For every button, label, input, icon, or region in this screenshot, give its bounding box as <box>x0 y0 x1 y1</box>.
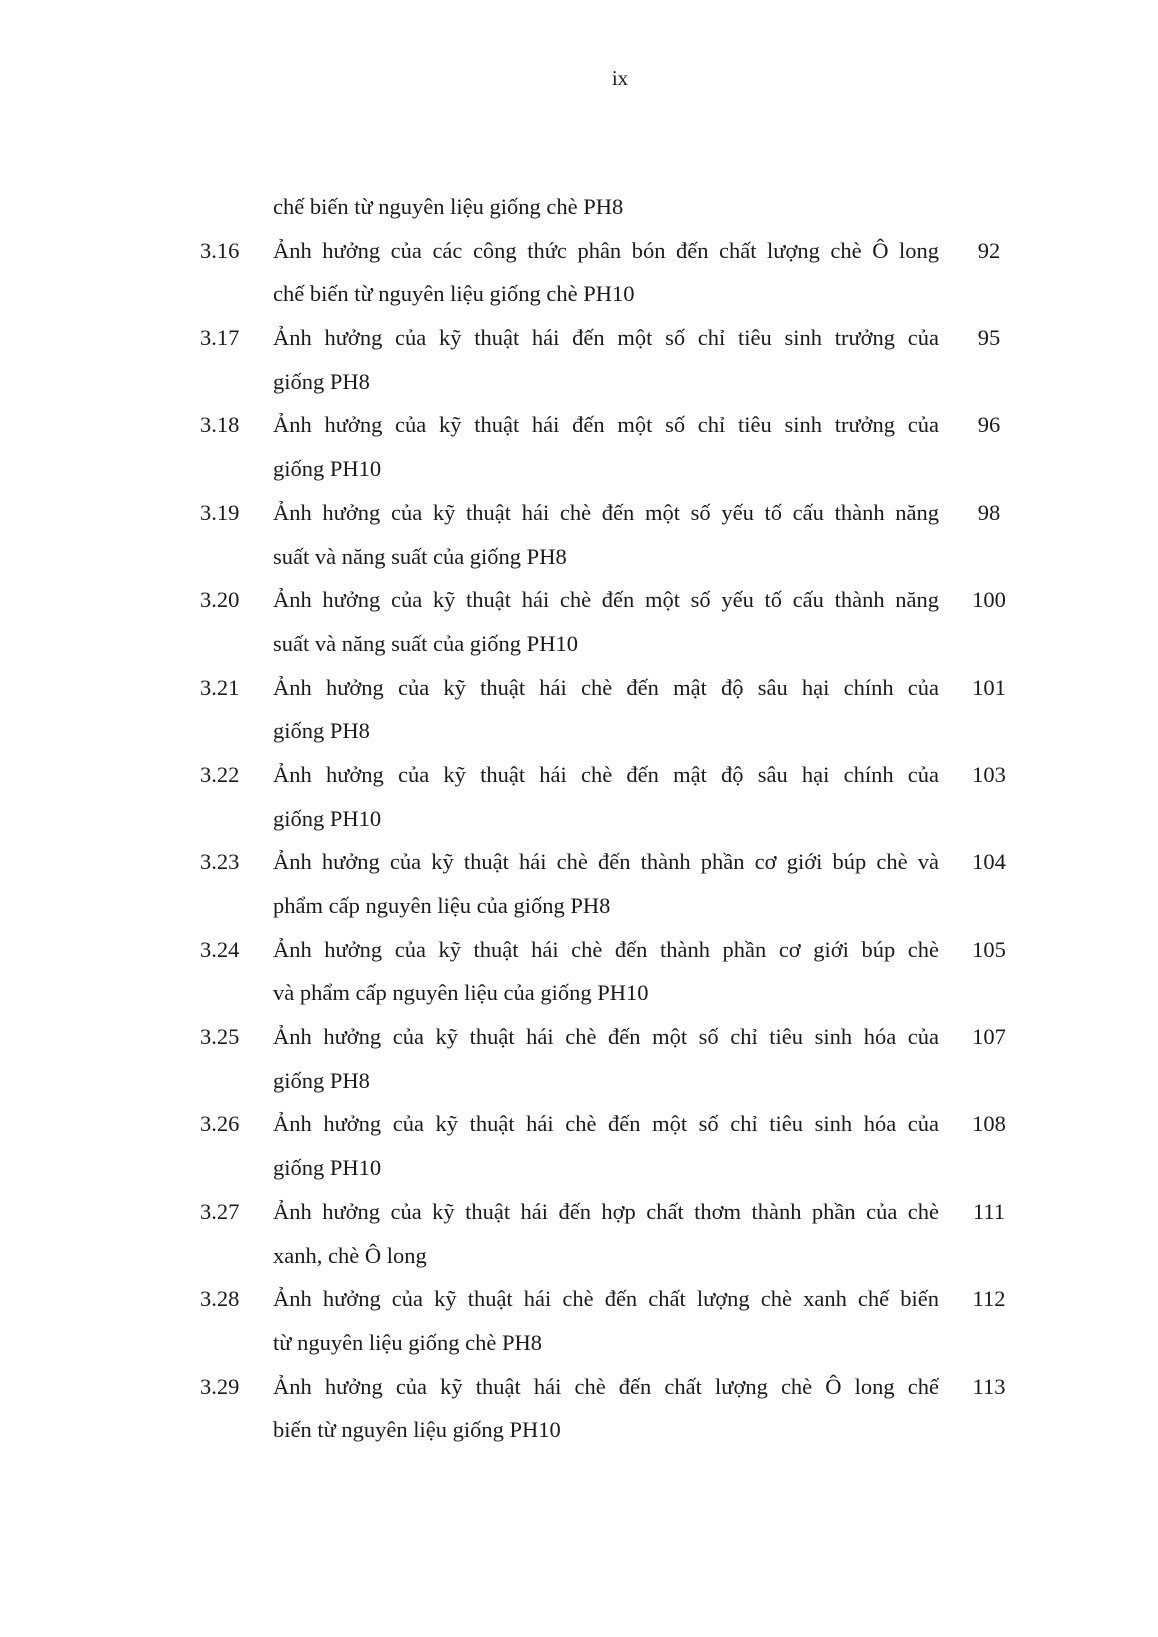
toc-entry-text-last <box>273 1234 939 1278</box>
toc-entry-title-end: xanh, chè Ô long <box>273 1242 427 1268</box>
toc-entry-title: Ảnh hưởng của kỹ thuật hái chè đến một số chỉ tiêu sinh hóa của <box>273 1024 939 1050</box>
toc-entry-title: Ảnh hưởng của kỹ thuật hái chè đến một số yếu tố cấu thành năng <box>273 499 939 525</box>
toc-entry[interactable] <box>200 491 1040 535</box>
toc-entry-text-last <box>273 272 939 316</box>
toc-entry-page: 101 <box>972 674 1006 700</box>
toc-entry-text-last <box>273 1321 939 1365</box>
toc-entry-title-end: từ nguyên liệu giống chè PH8 <box>273 1329 543 1355</box>
toc-entry-page: 111 <box>972 1198 1006 1224</box>
toc-entry-continuation[interactable] <box>200 797 1040 841</box>
toc-entry-title-end: suất và năng suất của giống PH10 <box>273 630 578 656</box>
toc-entry[interactable] <box>200 1277 1040 1321</box>
toc-entry-title: Ảnh hưởng của kỹ thuật hái chè đến thành phần cơ giới búp chè và <box>273 849 939 875</box>
toc-entry-text-last <box>273 971 939 1015</box>
toc-entry[interactable] <box>200 1190 1040 1234</box>
toc-entry-number: 3.25 <box>200 1024 240 1050</box>
toc-entry-page: 108 <box>972 1111 1006 1137</box>
toc-entry-title-end: biến từ nguyên liệu giống PH10 <box>273 1417 561 1443</box>
toc-entry-title: Ảnh hưởng của kỹ thuật hái chè đến thành phần cơ giới búp chè <box>273 936 939 962</box>
toc-entry-page: 113 <box>972 1373 1006 1399</box>
toc-entry-continuation[interactable] <box>200 622 1040 666</box>
toc-entry-number: 3.28 <box>200 1286 240 1312</box>
toc-entry-number: 3.16 <box>200 237 240 263</box>
toc-entry[interactable] <box>200 316 1040 360</box>
toc-entry-page: 92 <box>977 237 1001 263</box>
toc-entry-title-end: giống PH8 <box>273 1067 370 1093</box>
toc-entry-continuation[interactable] <box>200 1146 1040 1190</box>
toc-entry-continuation[interactable] <box>200 884 1040 928</box>
toc-entry-continuation[interactable] <box>200 1408 1040 1452</box>
toc-entry-continuation[interactable] <box>200 272 1040 316</box>
toc-entry[interactable] <box>200 840 1040 884</box>
table-of-contents <box>200 185 1040 1452</box>
toc-entry-page: 100 <box>972 587 1006 613</box>
toc-entry-text-last <box>273 797 939 841</box>
toc-entry[interactable] <box>200 578 1040 622</box>
toc-entry-page: 105 <box>972 936 1006 962</box>
toc-entry-text-last <box>273 1146 939 1190</box>
toc-entry-number: 3.18 <box>200 412 240 438</box>
toc-entry-text-last <box>273 447 939 491</box>
toc-entry-number: 3.26 <box>200 1111 240 1137</box>
toc-entry-text-last <box>273 535 939 579</box>
toc-entry-title-end: phẩm cấp nguyên liệu của giống PH8 <box>273 893 611 918</box>
toc-entry[interactable] <box>200 753 1040 797</box>
toc-entry[interactable] <box>200 1015 1040 1059</box>
toc-entry-page: 96 <box>977 412 1001 438</box>
toc-entry-title: Ảnh hưởng của kỹ thuật hái chè đến chất lượng chè xanh chế biến <box>273 1286 939 1312</box>
toc-entry-text: chế biến từ nguyên liệu giống chè PH8 <box>273 194 624 219</box>
toc-entry-page: 103 <box>972 761 1006 787</box>
toc-entry-number: 3.27 <box>200 1198 240 1224</box>
toc-entry-title-end: giống PH10 <box>273 1155 382 1181</box>
toc-continuation-line <box>200 185 1040 229</box>
toc-entry-number: 3.22 <box>200 761 240 787</box>
toc-entry-text-last <box>273 185 939 229</box>
toc-entry-number: 3.17 <box>200 325 240 351</box>
toc-entry[interactable] <box>200 1102 1040 1146</box>
toc-entry-continuation[interactable] <box>200 447 1040 491</box>
toc-entry-number: 3.24 <box>200 936 240 962</box>
toc-entry-title: Ảnh hưởng của các công thức phân bón đến chất lượng chè Ô long <box>273 237 939 263</box>
toc-entry-title: Ảnh hưởng của kỹ thuật hái đến một số chỉ tiêu sinh trưởng của <box>273 325 939 351</box>
toc-entry-title-end: suất và năng suất của giống PH8 <box>273 543 567 569</box>
toc-entry-title: Ảnh hưởng của kỹ thuật hái đến hợp chất thơm thành phần của chè <box>273 1198 939 1224</box>
toc-entry-text-last <box>273 1408 939 1452</box>
toc-entry-text-last <box>273 622 939 666</box>
toc-entry-number: 3.23 <box>200 849 240 875</box>
toc-entry-title-end: giống PH8 <box>273 718 370 744</box>
toc-entry-title-end: giống PH8 <box>273 368 370 394</box>
toc-entry-title: Ảnh hưởng của kỹ thuật hái chè đến một số chỉ tiêu sinh hóa của <box>273 1111 939 1137</box>
toc-entry-title: Ảnh hưởng của kỹ thuật hái chè đến mật độ sâu hại chính của <box>273 674 939 700</box>
toc-entry[interactable] <box>200 1365 1040 1409</box>
page-number: ix <box>611 66 629 90</box>
toc-entry-number: 3.21 <box>200 674 240 700</box>
toc-entry-continuation[interactable] <box>200 360 1040 404</box>
toc-entry-number: 3.20 <box>200 587 240 613</box>
toc-entry-page: 98 <box>977 499 1001 525</box>
toc-entry-continuation[interactable] <box>200 971 1040 1015</box>
toc-entry[interactable] <box>200 928 1040 972</box>
toc-entry-page: 104 <box>972 849 1006 875</box>
toc-entry-text-last <box>273 884 939 928</box>
toc-entry-continuation[interactable] <box>200 535 1040 579</box>
toc-entry-title: Ảnh hưởng của kỹ thuật hái chè đến mật độ sâu hại chính của <box>273 761 939 787</box>
toc-entry-title: Ảnh hưởng của kỹ thuật hái chè đến một số yếu tố cấu thành năng <box>273 587 939 613</box>
toc-entry-continuation[interactable] <box>200 709 1040 753</box>
toc-entry[interactable] <box>200 229 1040 273</box>
toc-entry-text-last <box>273 1059 939 1103</box>
toc-entry-continuation[interactable] <box>200 1234 1040 1278</box>
toc-entry-title-end: chế biến từ nguyên liệu giống chè PH10 <box>273 281 635 307</box>
toc-entry-title: Ảnh hưởng của kỹ thuật hái đến một số chỉ tiêu sinh trưởng của <box>273 412 939 438</box>
toc-entry-title-end: giống PH10 <box>273 456 382 482</box>
toc-entry-number: 3.29 <box>200 1373 240 1399</box>
toc-entry[interactable] <box>200 403 1040 447</box>
toc-entry-page: 112 <box>972 1286 1006 1312</box>
toc-entry-continuation[interactable] <box>200 1321 1040 1365</box>
toc-entry-page: 95 <box>977 325 1001 351</box>
toc-entry-title: Ảnh hưởng của kỹ thuật hái chè đến chất lượng chè Ô long chế <box>273 1373 939 1399</box>
toc-entry[interactable] <box>200 666 1040 710</box>
toc-entry-page: 107 <box>972 1024 1006 1050</box>
toc-entry-title-end: giống PH10 <box>273 805 382 831</box>
toc-entry-title-end: và phẩm cấp nguyên liệu của giống PH10 <box>273 980 649 1006</box>
toc-entry-text-last <box>273 360 939 404</box>
toc-entry-continuation[interactable] <box>200 1059 1040 1103</box>
toc-entry-number: 3.19 <box>200 499 240 525</box>
toc-entry-text-last <box>273 709 939 753</box>
